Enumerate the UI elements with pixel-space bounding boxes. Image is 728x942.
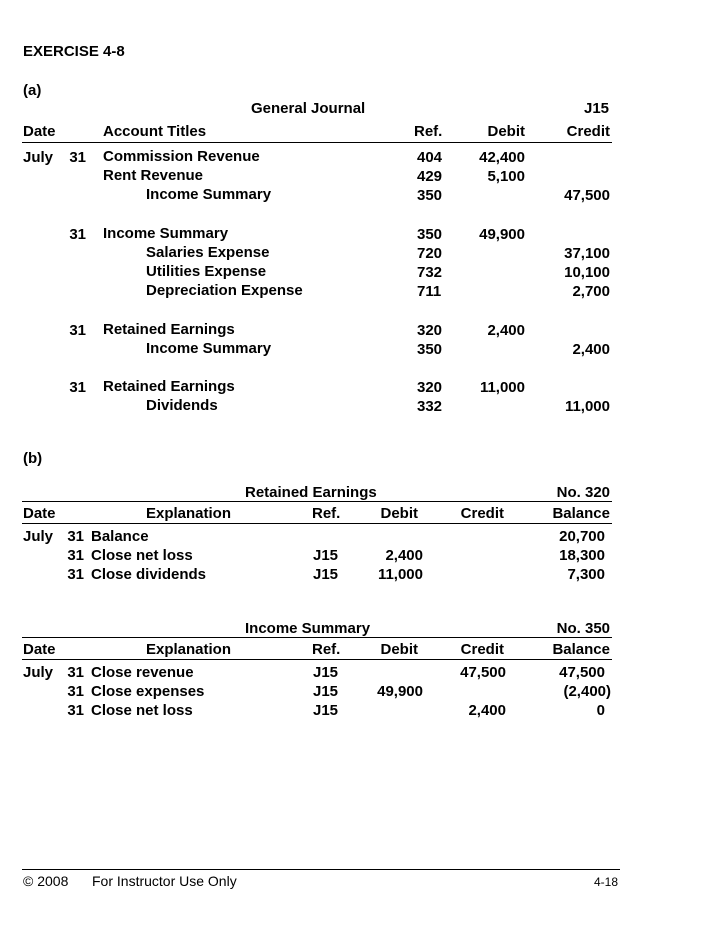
journal-header-credit: Credit bbox=[566, 123, 610, 140]
journal-header-account: Account Titles bbox=[103, 123, 207, 140]
re-ref: J15 bbox=[313, 566, 339, 583]
re-debit: 11,000 bbox=[377, 566, 423, 583]
re-day: 31 bbox=[67, 566, 84, 583]
is-day: 31 bbox=[67, 664, 84, 681]
footer-page-number: 4-18 bbox=[593, 875, 618, 889]
journal-ref: J15 bbox=[584, 100, 610, 117]
is-balance: 47,500 bbox=[559, 664, 605, 681]
re-explanation: Close dividends bbox=[91, 566, 207, 583]
is-explanation: Close net loss bbox=[91, 702, 193, 719]
is-explanation: Close expenses bbox=[91, 683, 205, 700]
journal-ref: 404 bbox=[417, 149, 443, 166]
re-day: 31 bbox=[67, 547, 84, 564]
journal-account-line bbox=[146, 186, 392, 204]
re-title: Retained Earnings bbox=[245, 484, 377, 501]
journal-credit: 47,500 bbox=[564, 187, 610, 204]
re-header-balance: Balance bbox=[552, 505, 610, 522]
journal-account-title: Dividends bbox=[146, 397, 218, 414]
re-header-date: Date bbox=[23, 505, 56, 522]
journal-credit: 11,000 bbox=[564, 398, 610, 415]
journal-account-line bbox=[103, 225, 392, 243]
re-debit: 2,400 bbox=[385, 547, 423, 564]
journal-header-rule bbox=[22, 142, 612, 143]
re-ref: J15 bbox=[313, 547, 339, 564]
is-header-balance: Balance bbox=[552, 641, 610, 658]
re-explanation: Close net loss bbox=[91, 547, 193, 564]
journal-account-title: Retained Earnings bbox=[103, 321, 235, 338]
is-day: 31 bbox=[67, 702, 84, 719]
journal-credit: 2,400 bbox=[572, 341, 610, 358]
is-month: July bbox=[23, 664, 54, 681]
journal-debit: 49,900 bbox=[479, 226, 525, 243]
journal-day: 31 bbox=[69, 322, 86, 339]
journal-ref: 732 bbox=[417, 264, 443, 281]
journal-day: 31 bbox=[69, 379, 86, 396]
journal-account-line bbox=[146, 397, 392, 415]
re-day: 31 bbox=[67, 528, 84, 545]
journal-debit: 42,400 bbox=[479, 149, 525, 166]
re-balance: 20,700 bbox=[559, 528, 605, 545]
is-header-explanation: Explanation bbox=[146, 641, 232, 658]
journal-account-title: Rent Revenue bbox=[103, 167, 204, 184]
journal-ref: 320 bbox=[417, 379, 443, 396]
journal-account-title: Income Summary bbox=[146, 186, 272, 203]
is-number: No. 350 bbox=[556, 620, 610, 637]
is-title: Income Summary bbox=[245, 620, 371, 637]
journal-debit: 5,100 bbox=[487, 168, 525, 185]
re-balance: 7,300 bbox=[567, 566, 605, 583]
is-header-rule bbox=[22, 659, 612, 660]
journal-account-title: Salaries Expense bbox=[146, 244, 270, 261]
journal-ref: 711 bbox=[417, 283, 442, 300]
footer-note: For Instructor Use Only bbox=[92, 873, 237, 889]
journal-ref: 350 bbox=[417, 341, 443, 358]
journal-credit: 10,100 bbox=[564, 264, 610, 281]
exercise-title: EXERCISE 4-8 bbox=[23, 43, 125, 60]
is-balance: 0 bbox=[596, 702, 605, 719]
journal-account-line bbox=[146, 282, 392, 300]
journal-account-line bbox=[103, 321, 392, 339]
journal-account-title: Income Summary bbox=[146, 340, 272, 357]
is-top-rule bbox=[22, 637, 612, 638]
re-header-rule bbox=[22, 523, 612, 524]
journal-debit: 11,000 bbox=[479, 379, 525, 396]
journal-account-line bbox=[103, 148, 392, 166]
is-header-credit: Credit bbox=[460, 641, 504, 658]
journal-ref: 720 bbox=[417, 245, 443, 262]
re-header-credit: Credit bbox=[460, 505, 504, 522]
journal-header-date: Date bbox=[23, 123, 56, 140]
is-header-date: Date bbox=[23, 641, 56, 658]
re-number: No. 320 bbox=[556, 484, 610, 501]
re-month: July bbox=[23, 528, 54, 545]
journal-account-line bbox=[146, 340, 392, 358]
journal-account-line bbox=[146, 263, 392, 281]
re-balance: 18,300 bbox=[559, 547, 605, 564]
is-credit: 47,500 bbox=[460, 664, 506, 681]
journal-ref: 350 bbox=[417, 226, 443, 243]
journal-account-title: Depreciation Expense bbox=[146, 282, 303, 299]
part-b-label: (b) bbox=[23, 450, 43, 467]
is-balance: (2,400) bbox=[563, 683, 611, 700]
journal-account-title: Income Summary bbox=[103, 225, 229, 242]
part-a-label: (a) bbox=[23, 82, 42, 99]
re-header-ref: Ref. bbox=[312, 505, 341, 522]
is-header-ref: Ref. bbox=[312, 641, 341, 658]
journal-day: 31 bbox=[69, 149, 86, 166]
re-top-rule bbox=[22, 501, 612, 502]
journal-account-title: Retained Earnings bbox=[103, 378, 235, 395]
journal-header-ref: Ref. bbox=[414, 123, 443, 140]
re-header-debit: Debit bbox=[380, 505, 418, 522]
journal-ref: 332 bbox=[417, 398, 443, 415]
journal-account-line bbox=[103, 167, 392, 185]
is-credit: 2,400 bbox=[468, 702, 506, 719]
is-day: 31 bbox=[67, 683, 84, 700]
journal-debit: 2,400 bbox=[487, 322, 525, 339]
journal-header-debit: Debit bbox=[487, 123, 525, 140]
is-header-debit: Debit bbox=[380, 641, 418, 658]
footer-rule bbox=[22, 869, 620, 870]
is-ref: J15 bbox=[313, 664, 339, 681]
journal-account-title: Commission Revenue bbox=[103, 148, 260, 165]
journal-account-title: Utilities Expense bbox=[146, 263, 267, 280]
journal-month: July bbox=[23, 149, 54, 166]
journal-credit: 37,100 bbox=[564, 245, 610, 262]
journal-day: 31 bbox=[69, 226, 86, 243]
journal-account-line bbox=[103, 378, 392, 396]
journal-ref: 429 bbox=[417, 168, 443, 185]
is-ref: J15 bbox=[313, 702, 339, 719]
journal-ref: 350 bbox=[417, 187, 443, 204]
journal-account-line bbox=[146, 244, 392, 262]
is-explanation: Close revenue bbox=[91, 664, 194, 681]
journal-ref: 320 bbox=[417, 322, 443, 339]
re-header-explanation: Explanation bbox=[146, 505, 232, 522]
is-ref: J15 bbox=[313, 683, 339, 700]
re-explanation: Balance bbox=[91, 528, 149, 545]
footer-copyright: © 2008 bbox=[23, 873, 69, 889]
is-debit: 49,900 bbox=[377, 683, 423, 700]
journal-title: General Journal bbox=[251, 100, 366, 117]
journal-credit: 2,700 bbox=[572, 283, 610, 300]
